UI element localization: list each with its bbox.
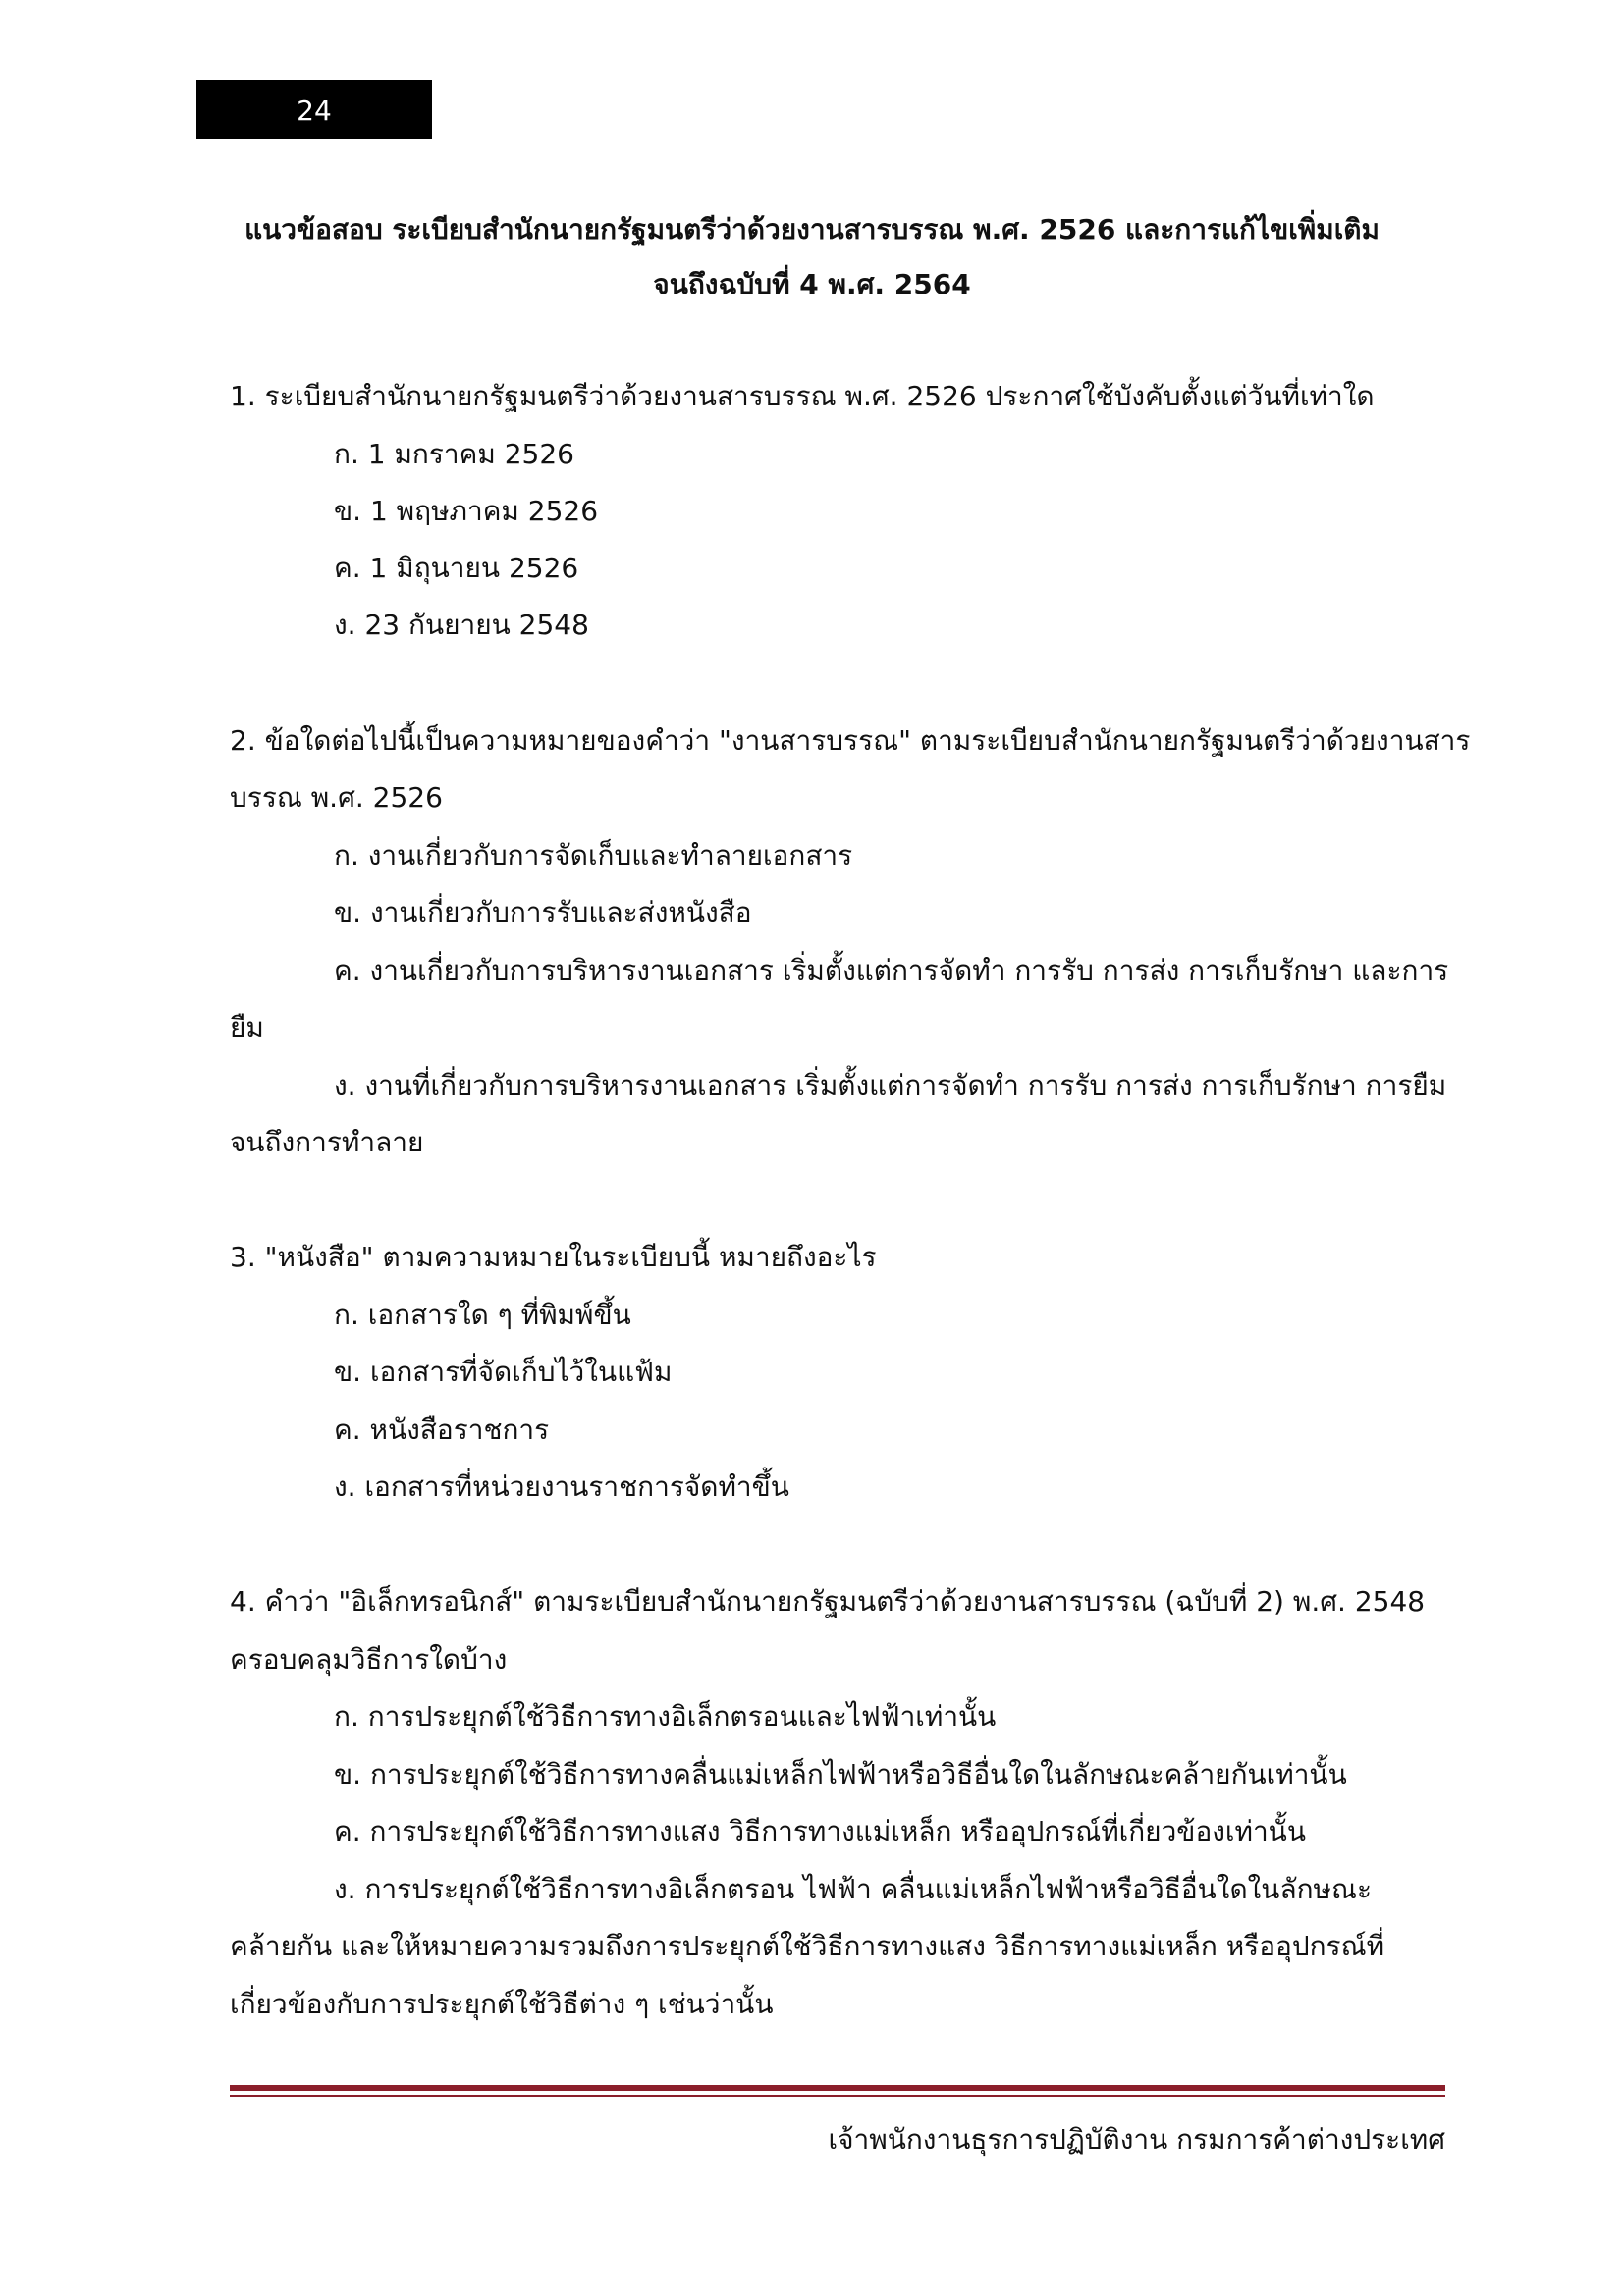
question-2-choice-b: ข. งานเกี่ยวกับการรับและส่งหนังสือ: [334, 896, 752, 929]
question-1-choice-a: ก. 1 มกราคม 2526: [334, 438, 574, 470]
question-2-choice-c: ค. งานเกี่ยวกับการบริหารงานเอกสาร เริ่มตั้งแต่การจัดทำ การรับ การส่ง การเก็บรักษา และการ: [334, 954, 1449, 987]
page-number: 24: [297, 93, 332, 127]
document-title-line-1: แนวข้อสอบ ระเบียบสำนักนายกรัฐมนตรีว่าด้วยงานสารบรรณ พ.ศ. 2526 และการแก้ไขเพิ่มเติม: [244, 213, 1380, 245]
question-3-choice-d: ง. เอกสารที่หน่วยงานราชการจัดทำขึ้น: [334, 1470, 789, 1503]
page-number-box: [196, 80, 432, 139]
question-3-stem: 3. "หนังสือ" ตามความหมายในระเบียบนี้ หมายถึงอะไร: [230, 1241, 877, 1273]
question-4-choice-d-cont-2: เกี่ยวข้องกับการประยุกต์ใช้วิธีต่าง ๆ เช่นว่านั้น: [230, 1988, 774, 2020]
question-4-choice-b: ข. การประยุกต์ใช้วิธีการทางคลื่นแม่เหล็กไฟฟ้าหรือวิธีอื่นใดในลักษณะคล้ายกันเท่านั้น: [334, 1758, 1347, 1790]
question-4-choice-a: ก. การประยุกต์ใช้วิธีการทางอิเล็กตรอนและไฟฟ้าเท่านั้น: [334, 1700, 997, 1733]
footer-text: เจ้าพนักงานธุรการปฏิบัติงาน กรมการค้าต่างประเทศ: [828, 2123, 1445, 2156]
question-2-choice-c-cont: ยืม: [230, 1011, 264, 1043]
question-4-choice-d-cont-1: คล้ายกัน และให้หมายความรวมถึงการประยุกต์ใช้วิธีการทางแสง วิธีการทางแม่เหล็ก หรืออุปกรณ์ที่: [230, 1930, 1385, 1962]
question-3-choice-a: ก. เอกสารใด ๆ ที่พิมพ์ขึ้น: [334, 1299, 631, 1331]
question-4-choice-c: ค. การประยุกต์ใช้วิธีการทางแสง วิธีการทางแม่เหล็ก หรืออุปกรณ์ที่เกี่ยวข้องเท่านั้น: [334, 1815, 1306, 1847]
question-2-stem-cont: บรรณ พ.ศ. 2526: [230, 781, 443, 814]
question-2-choice-d: ง. งานที่เกี่ยวกับการบริหารงานเอกสาร เริ่มตั้งแต่การจัดทำ การรับ การส่ง การเก็บรักษา การยืม: [334, 1069, 1447, 1101]
question-3-choice-b: ข. เอกสารที่จัดเก็บไว้ในแฟ้ม: [334, 1356, 673, 1388]
document-title-line-2: จนถึงฉบับที่ 4 พ.ศ. 2564: [653, 268, 971, 300]
question-4-choice-d: ง. การประยุกต์ใช้วิธีการทางอิเล็กตรอน ไฟฟ้า คลื่นแม่เหล็กไฟฟ้าหรือวิธีอื่นใดในลักษณะ: [334, 1873, 1373, 1905]
footer-divider: [230, 2085, 1445, 2091]
question-4-stem: 4. คำว่า "อิเล็กทรอนิกส์" ตามระเบียบสำนักนายกรัฐมนตรีว่าด้วยงานสารบรรณ (ฉบับที่ 2) พ.ศ. 2548: [230, 1585, 1426, 1618]
question-1-choice-d: ง. 23 กันยายน 2548: [334, 609, 589, 641]
question-2-stem: 2. ข้อใดต่อไปนี้เป็นความหมายของคำว่า "งานสารบรรณ" ตามระเบียบสำนักนายกรัฐมนตรีว่าด้วยงานสาร: [230, 724, 1471, 757]
question-1-choice-b: ข. 1 พฤษภาคม 2526: [334, 495, 599, 527]
question-2-choice-a: ก. งานเกี่ยวกับการจัดเก็บและทำลายเอกสาร: [334, 839, 853, 872]
question-2-choice-d-cont: จนถึงการทำลาย: [230, 1126, 424, 1158]
footer-divider-thin: [230, 2095, 1445, 2097]
question-1-stem: 1. ระเบียบสำนักนายกรัฐมนตรีว่าด้วยงานสารบรรณ พ.ศ. 2526 ประกาศใช้บังคับตั้งแต่วันที่เท่าใด: [230, 380, 1375, 412]
question-3-choice-c: ค. หนังสือราชการ: [334, 1414, 550, 1446]
question-4-stem-cont: ครอบคลุมวิธีการใดบ้าง: [230, 1643, 508, 1676]
question-1-choice-c: ค. 1 มิถุนายน 2526: [334, 552, 579, 584]
